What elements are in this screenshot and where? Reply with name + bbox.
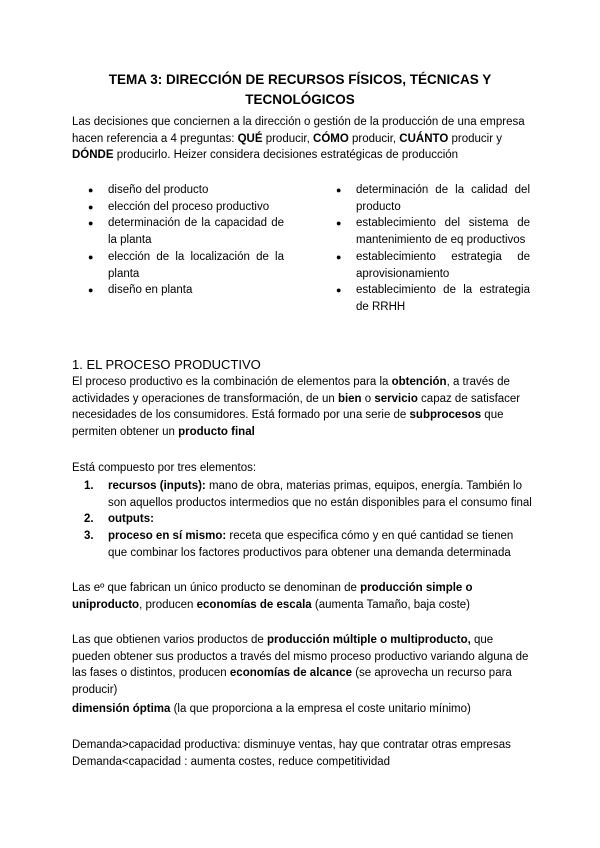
section-heading: 1. EL PROCESO PRODUCTIVO <box>72 357 261 372</box>
list-item: ● elección del proceso productivo <box>86 199 284 216</box>
title-line-1: TEMA 3: DIRECCIÓN DE RECURSOS FÍSICOS, TÉCNICAS Y <box>108 72 492 87</box>
list-item: 2. outputs: <box>84 513 154 526</box>
intro-text-5: producirlo. Heizer considera decisiones estratégicas de producción <box>113 149 459 162</box>
list-item: 1. recursos (inputs): mano de obra, materias primas, equipos, energía. También lo son aquellos productos intermedios que no están disponibles para el consumo final <box>84 480 532 509</box>
list-item: ● determinación de la calidad del producto <box>336 184 530 213</box>
list-item: ● establecimiento de la estrategia de RRHH <box>336 284 530 313</box>
list-item: ● determinación de la capacidad de la planta <box>88 217 284 247</box>
list-item: ● diseño del producto <box>86 182 284 199</box>
list-item: ● elección de la localización de la planta <box>88 250 284 280</box>
list-item: 3. proceso en sí mismo: receta que especifica cómo y en qué cantidad se tienen que combinar los factores productivos para obtener una demanda determinada <box>84 530 514 559</box>
intro-text-3: producir, <box>348 132 400 145</box>
bullet-icon: ● <box>336 285 342 296</box>
demand-line-1: Demanda>capacidad productiva: disminuye ventas, hay que contratar otras empresas <box>72 739 511 751</box>
question-como: CÓMO <box>313 132 349 145</box>
demand-line-2: Demanda<capacidad : aumenta costes, reduce competitividad <box>72 756 391 768</box>
bullet-icon: ● <box>336 251 342 262</box>
process-paragraph: El proceso productivo es la combinación de elementos para la obtención, a través de actividades y operaciones de transformación, de un bien o servicio capaz de satisfacer necesidades de los consumidores. Está formado por una serie de subprocesos que permiten obtener un producto final <box>72 376 521 439</box>
list-item: ● diseño en planta <box>86 282 284 299</box>
title-line-2: TECNOLÓGICOS <box>245 92 355 107</box>
question-que: QUÉ <box>237 132 263 145</box>
page-title <box>72 70 528 110</box>
simple-production-paragraph: Las eº que fabrican un único producto se denominan de producción simple o uniproducto, producen economías de escala (aumenta Tamaño, baja coste) <box>72 582 473 611</box>
intro-text-2: producir, <box>262 132 314 145</box>
bullet-icon: ● <box>88 285 94 296</box>
intro-text-1: Las decisiones que conciernen a la dirección o gestión de la producción de una empresa hacen referencia a 4 preguntas: <box>72 116 525 145</box>
question-cuanto: CUÁNTO <box>399 132 449 145</box>
composed-intro: Está compuesto por tres elementos: <box>72 462 257 474</box>
intro-text-4: producir y <box>448 132 502 145</box>
list-item: ● establecimiento del sistema de mantenimiento de eq productivos <box>336 217 530 247</box>
bullet-list-right <box>334 182 530 316</box>
bullet-icon: ● <box>336 218 342 229</box>
bullet-icon: ● <box>336 185 342 195</box>
optimal-dimension-paragraph: dimensión óptima (la que proporciona a la empresa el coste unitario mínimo) <box>72 703 471 715</box>
multi-production-paragraph: Las que obtienen varios productos de producción múltiple o multiproducto, que pueden obtener sus productos a través del mismo proceso productivo variando alguna de las fases o distintos, producen economías de alcance (se aprovecha un recurso para producir) <box>72 634 529 697</box>
bullet-icon: ● <box>88 201 94 212</box>
intro-paragraph <box>72 114 532 164</box>
list-item: ● establecimiento estrategia de aprovisionamiento <box>336 250 530 280</box>
bullet-icon: ● <box>88 218 94 229</box>
bullet-list-left <box>86 182 284 299</box>
bullet-icon: ● <box>88 185 94 195</box>
bullet-icon: ● <box>88 251 94 262</box>
question-donde: DÓNDE <box>72 149 114 162</box>
elements-list <box>72 478 532 562</box>
